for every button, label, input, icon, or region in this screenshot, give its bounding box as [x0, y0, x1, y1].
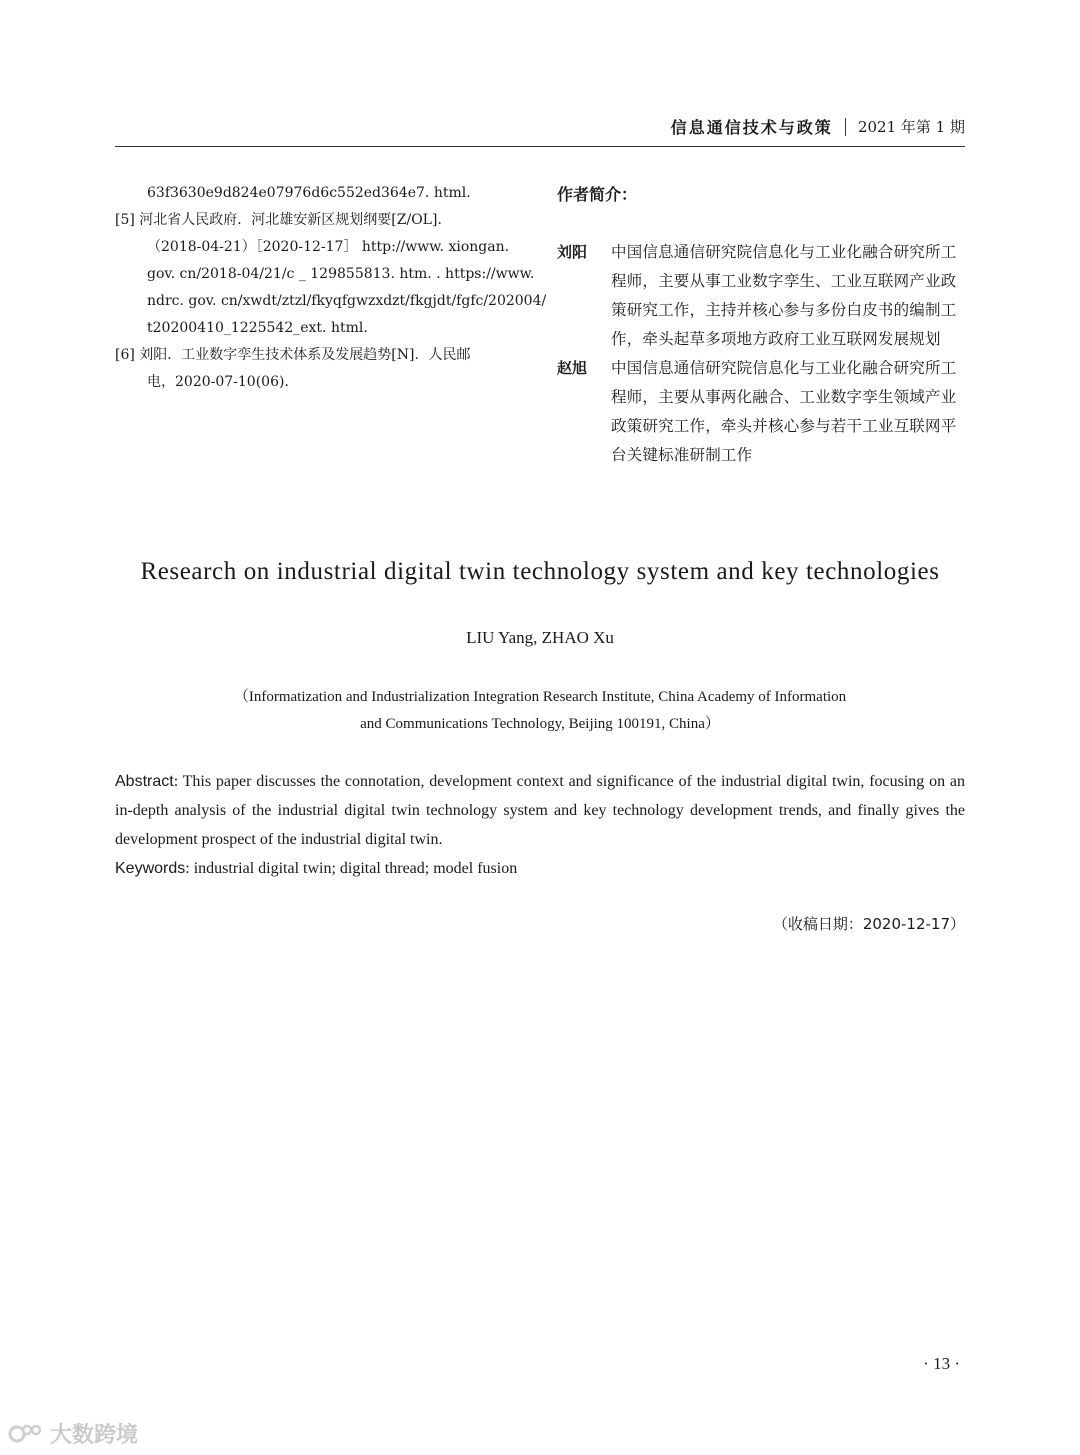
- bios-title: 作者简介：: [557, 185, 638, 204]
- affiliation-line: （Informatization and Industrialization Integration Research Institute, China Academy of Information: [233, 689, 847, 705]
- abstract: [115, 767, 965, 854]
- header-right: [671, 115, 965, 138]
- header-divider: [845, 118, 846, 136]
- reference-line: 电，2020-07-10(06).: [147, 374, 289, 390]
- abstract-block: [115, 767, 965, 883]
- keywords-text: : industrial digital twin; digital thread; model fusion: [185, 860, 518, 877]
- reference-line: 刘阳．工业数字孪生技术体系及发展趋势[N]．人民邮: [139, 347, 471, 363]
- watermark: [8, 1418, 138, 1449]
- english-title: Research on industrial digital twin technology system and key technologies: [140, 558, 940, 585]
- bio-name: 赵旭: [557, 359, 588, 377]
- reference-number: [6]: [115, 347, 135, 363]
- page-header: [115, 112, 965, 147]
- reference-line: （2018-04-21）［2020-12-17］ http://www. xiongan.: [147, 239, 510, 255]
- reference-continuation: 63f3630e9d824e07976d6c552ed364e7. html.: [147, 185, 471, 201]
- reference-line: 河北省人民政府．河北雄安新区规划纲要[Z/OL].: [139, 212, 442, 228]
- keywords: [115, 854, 965, 883]
- bio-liu-yang: [557, 238, 967, 354]
- reference-line: ndrc. gov. cn/xwdt/ztzl/fkyqfgwzxdzt/fkgjdt/fgfc/202004/: [147, 293, 547, 309]
- reference-line: t20200410_1225542_ext. html.: [147, 320, 368, 336]
- abstract-text: : This paper discusses the connotation, development context and significance of the industrial digital twin, focusing on an in-depth analysis of the industrial digital twin technology system and key technology development trends, and finally gives the development prospect of the industrial digital twin.: [115, 773, 965, 848]
- page-number: · 13 ·: [923, 1354, 960, 1373]
- affiliation: [0, 684, 1080, 738]
- reference-6: [115, 342, 525, 396]
- watermark-logo-icon: [8, 1420, 44, 1448]
- bio-name: 刘阳: [557, 243, 588, 261]
- affiliation-line: and Communications Technology, Beijing 100191, China）: [360, 716, 720, 732]
- received-date: （收稿日期：2020-12-17）: [772, 915, 965, 933]
- bio-text: 中国信息通信研究院信息化与工业化融合研究所工程师，主要从事两化融合、工业数字孪生领域产业政策研究工作，牵头并核心参与若干工业互联网平台关键标准研制工作: [611, 359, 957, 464]
- author-bios: [557, 180, 967, 470]
- issue-label: 2021 年第 1 期: [857, 118, 965, 136]
- reference-5: [115, 207, 547, 342]
- references-list: [115, 180, 547, 396]
- bio-zhao-xu: [557, 354, 967, 470]
- keywords-label: Keywords: [115, 860, 186, 877]
- reference-number: [5]: [115, 212, 135, 228]
- reference-line: gov. cn/2018-04/21/c _ 129855813. htm. . https://www.: [147, 266, 535, 282]
- bio-text: 中国信息通信研究院信息化与工业化融合研究所工程师，主要从事工业数字孪生、工业互联网产业政策研究工作，主持并核心参与多份白皮书的编制工作，牵头起草多项地方政府工业互联网发展规划: [611, 243, 957, 348]
- english-authors: LIU Yang, ZHAO Xu: [466, 628, 614, 647]
- journal-name: 信息通信技术与政策: [670, 118, 833, 137]
- abstract-label: Abstract: [115, 773, 174, 790]
- watermark-text: 大数跨境: [50, 1423, 139, 1448]
